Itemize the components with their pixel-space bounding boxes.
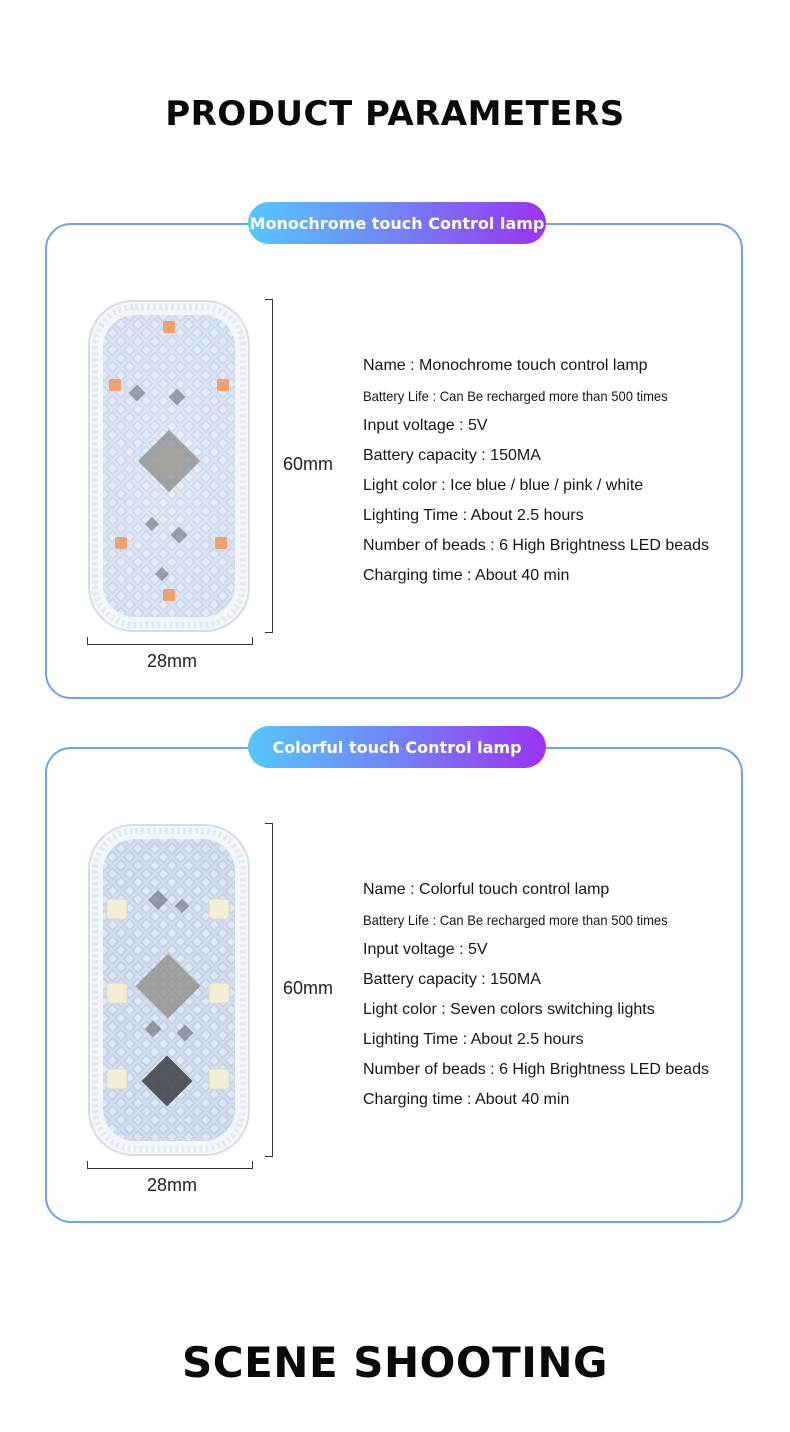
- spec-input-voltage: Input voltage : 5V: [363, 941, 488, 958]
- spec-lighting-time: Lighting Time : About 2.5 hours: [363, 507, 584, 524]
- card-title-pill: Monochrome touch Control lamp: [248, 202, 546, 244]
- spec-lighting-time: Lighting Time : About 2.5 hours: [363, 1031, 584, 1048]
- spec-name: Name : Monochrome touch control lamp: [363, 357, 648, 374]
- monochrome-lamp-image: [87, 299, 251, 633]
- width-dimension-line: [87, 637, 253, 645]
- width-label: 28mm: [147, 1175, 198, 1195]
- height-label: 60mm: [283, 978, 334, 998]
- spec-charging-time: Charging time : About 40 min: [363, 1091, 570, 1108]
- spec-number-of-beads: Number of beads : 6 High Brightness LED beads: [363, 1061, 709, 1078]
- spec-light-color: Light color : Ice blue / blue / pink / white: [363, 477, 644, 494]
- height-dimension-line: [265, 823, 273, 1157]
- spec-charging-time: Charging time : About 40 min: [363, 567, 570, 584]
- card-title-pill: Colorful touch Control lamp: [248, 726, 546, 768]
- spec-battery-life: Battery Life : Can Be recharged more than 500 times: [363, 388, 668, 404]
- spec-number-of-beads: Number of beads : 6 High Brightness LED beads: [363, 537, 709, 554]
- scene-shooting-heading: SCENE SHOOTING: [182, 1338, 608, 1387]
- spec-battery-life: Battery Life : Can Be recharged more than 500 times: [363, 912, 668, 928]
- width-dimension-line: [87, 1161, 253, 1169]
- colorful-lamp-image: [87, 823, 251, 1157]
- spec-input-voltage: Input voltage : 5V: [363, 417, 488, 434]
- spec-battery-capacity: Battery capacity : 150MA: [363, 447, 541, 464]
- width-label: 28mm: [147, 651, 198, 671]
- monochrome-lamp-card: [45, 213, 743, 699]
- colorful-lamp-card: [45, 737, 743, 1223]
- spec-name: Name : Colorful touch control lamp: [363, 881, 610, 898]
- spec-battery-capacity: Battery capacity : 150MA: [363, 971, 541, 988]
- spec-list: [363, 354, 709, 594]
- height-label: 60mm: [283, 454, 334, 474]
- product-parameters-heading: PRODUCT PARAMETERS: [165, 94, 625, 134]
- spec-light-color: Light color : Seven colors switching lights: [363, 1001, 655, 1018]
- spec-list: [363, 878, 709, 1118]
- height-dimension-line: [265, 299, 273, 633]
